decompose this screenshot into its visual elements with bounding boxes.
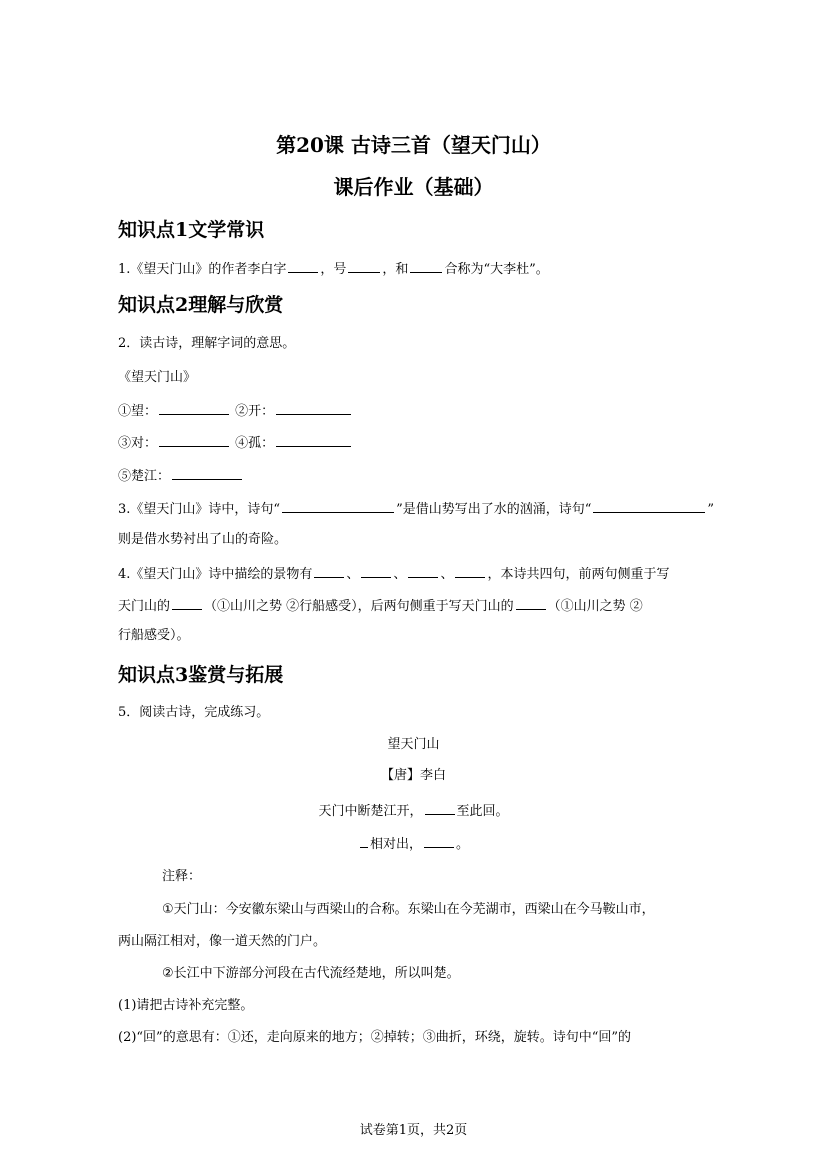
question-4	[118, 563, 669, 585]
question-3-cont: 则是借水势衬出了山的奇险。	[118, 532, 288, 547]
blank	[516, 595, 546, 610]
blank	[425, 800, 455, 815]
vocab-row	[118, 400, 353, 422]
text: 3.《望天门山》诗中，诗句“	[118, 502, 281, 517]
question-4-cont	[118, 595, 643, 617]
text: ，本诗共四句，前两句侧重于写	[487, 567, 670, 582]
text: ”	[707, 502, 715, 517]
vocab-item: ⑤楚江：	[118, 469, 171, 484]
blank	[314, 563, 344, 578]
note: 两山隔江相对，像一道天然的门户。	[118, 934, 327, 949]
vocab-item: ②开：	[235, 404, 275, 419]
text: 至此回。	[456, 804, 509, 819]
text: 1.《望天门山》的作者李白字	[118, 262, 287, 277]
blank	[172, 465, 242, 480]
page-footer: 试卷第1页，共2页	[359, 1123, 468, 1138]
poem-line	[0, 833, 827, 855]
section-heading: 知识点2理解与欣赏	[118, 294, 284, 316]
section-heading: 知识点1文学常识	[118, 219, 265, 241]
poem-author: 【唐】李白	[380, 768, 446, 783]
poem-name: 《望天门山》	[118, 370, 197, 385]
blank	[159, 400, 229, 415]
notes-label: 注释：	[162, 869, 202, 884]
text: ”是借山势写出了水的汹涌，诗句“	[396, 502, 592, 517]
sub-question: (2)“回”的意思有：①还，走向原来的地方；②掉转；③曲折，环绕，旋转。诗句中“回”的	[118, 1030, 631, 1045]
vocab-row	[118, 432, 353, 454]
text: ，号	[320, 262, 347, 277]
text: 天门山的	[118, 599, 171, 614]
vocab-item: ①望：	[118, 404, 158, 419]
text: 、	[393, 567, 407, 582]
blank	[408, 563, 438, 578]
question-4-cont: 行船感受）。	[118, 628, 190, 643]
text: 、	[346, 567, 360, 582]
page-title: 第20课 古诗三首（望天门山）	[276, 133, 551, 157]
text: 。	[456, 837, 470, 852]
text: 4.《望天门山》诗中描绘的景物有	[118, 567, 313, 582]
blank	[593, 498, 705, 513]
blank	[348, 258, 380, 273]
text: （①山川之势 ②行船感受），后两句侧重于写天门山的	[204, 599, 514, 614]
vocab-item: ④孤：	[235, 436, 275, 451]
vocab-item: ③对：	[118, 436, 158, 451]
blank	[172, 595, 202, 610]
text: 天门中断楚江开，	[318, 804, 423, 819]
section-heading: 知识点3鉴赏与拓展	[118, 664, 284, 686]
blank	[410, 258, 442, 273]
note: ①天门山：今安徽东梁山与西梁山的合称。东梁山在今芜湖市，西梁山在今马鞍山市，	[162, 902, 655, 917]
note: ②长江中下游部分河段在古代流经楚地，所以叫楚。	[162, 966, 460, 981]
question-5-stem: 5．阅读古诗，完成练习。	[118, 705, 270, 720]
blank	[159, 432, 229, 447]
question-3	[118, 498, 714, 520]
question-1	[118, 258, 549, 280]
text: （①山川之势 ②	[547, 599, 643, 614]
blank	[360, 833, 368, 848]
text: 合称为“大李杜”。	[444, 262, 549, 277]
text: ，和	[382, 262, 409, 277]
blank	[361, 563, 391, 578]
page-subtitle: 课后作业（基础）	[333, 175, 494, 199]
blank	[276, 400, 351, 415]
blank	[455, 563, 485, 578]
text: 相对出，	[369, 837, 422, 852]
text: 、	[440, 567, 454, 582]
question-2-stem: 2．读古诗，理解字词的意思。	[118, 336, 296, 351]
poem-title: 望天门山	[387, 737, 440, 752]
blank	[282, 498, 394, 513]
poem-line	[0, 800, 827, 822]
blank	[424, 833, 454, 848]
blank	[276, 432, 351, 447]
sub-question: (1)请把古诗补充完整。	[118, 998, 254, 1013]
vocab-row	[118, 465, 244, 487]
blank	[288, 258, 318, 273]
